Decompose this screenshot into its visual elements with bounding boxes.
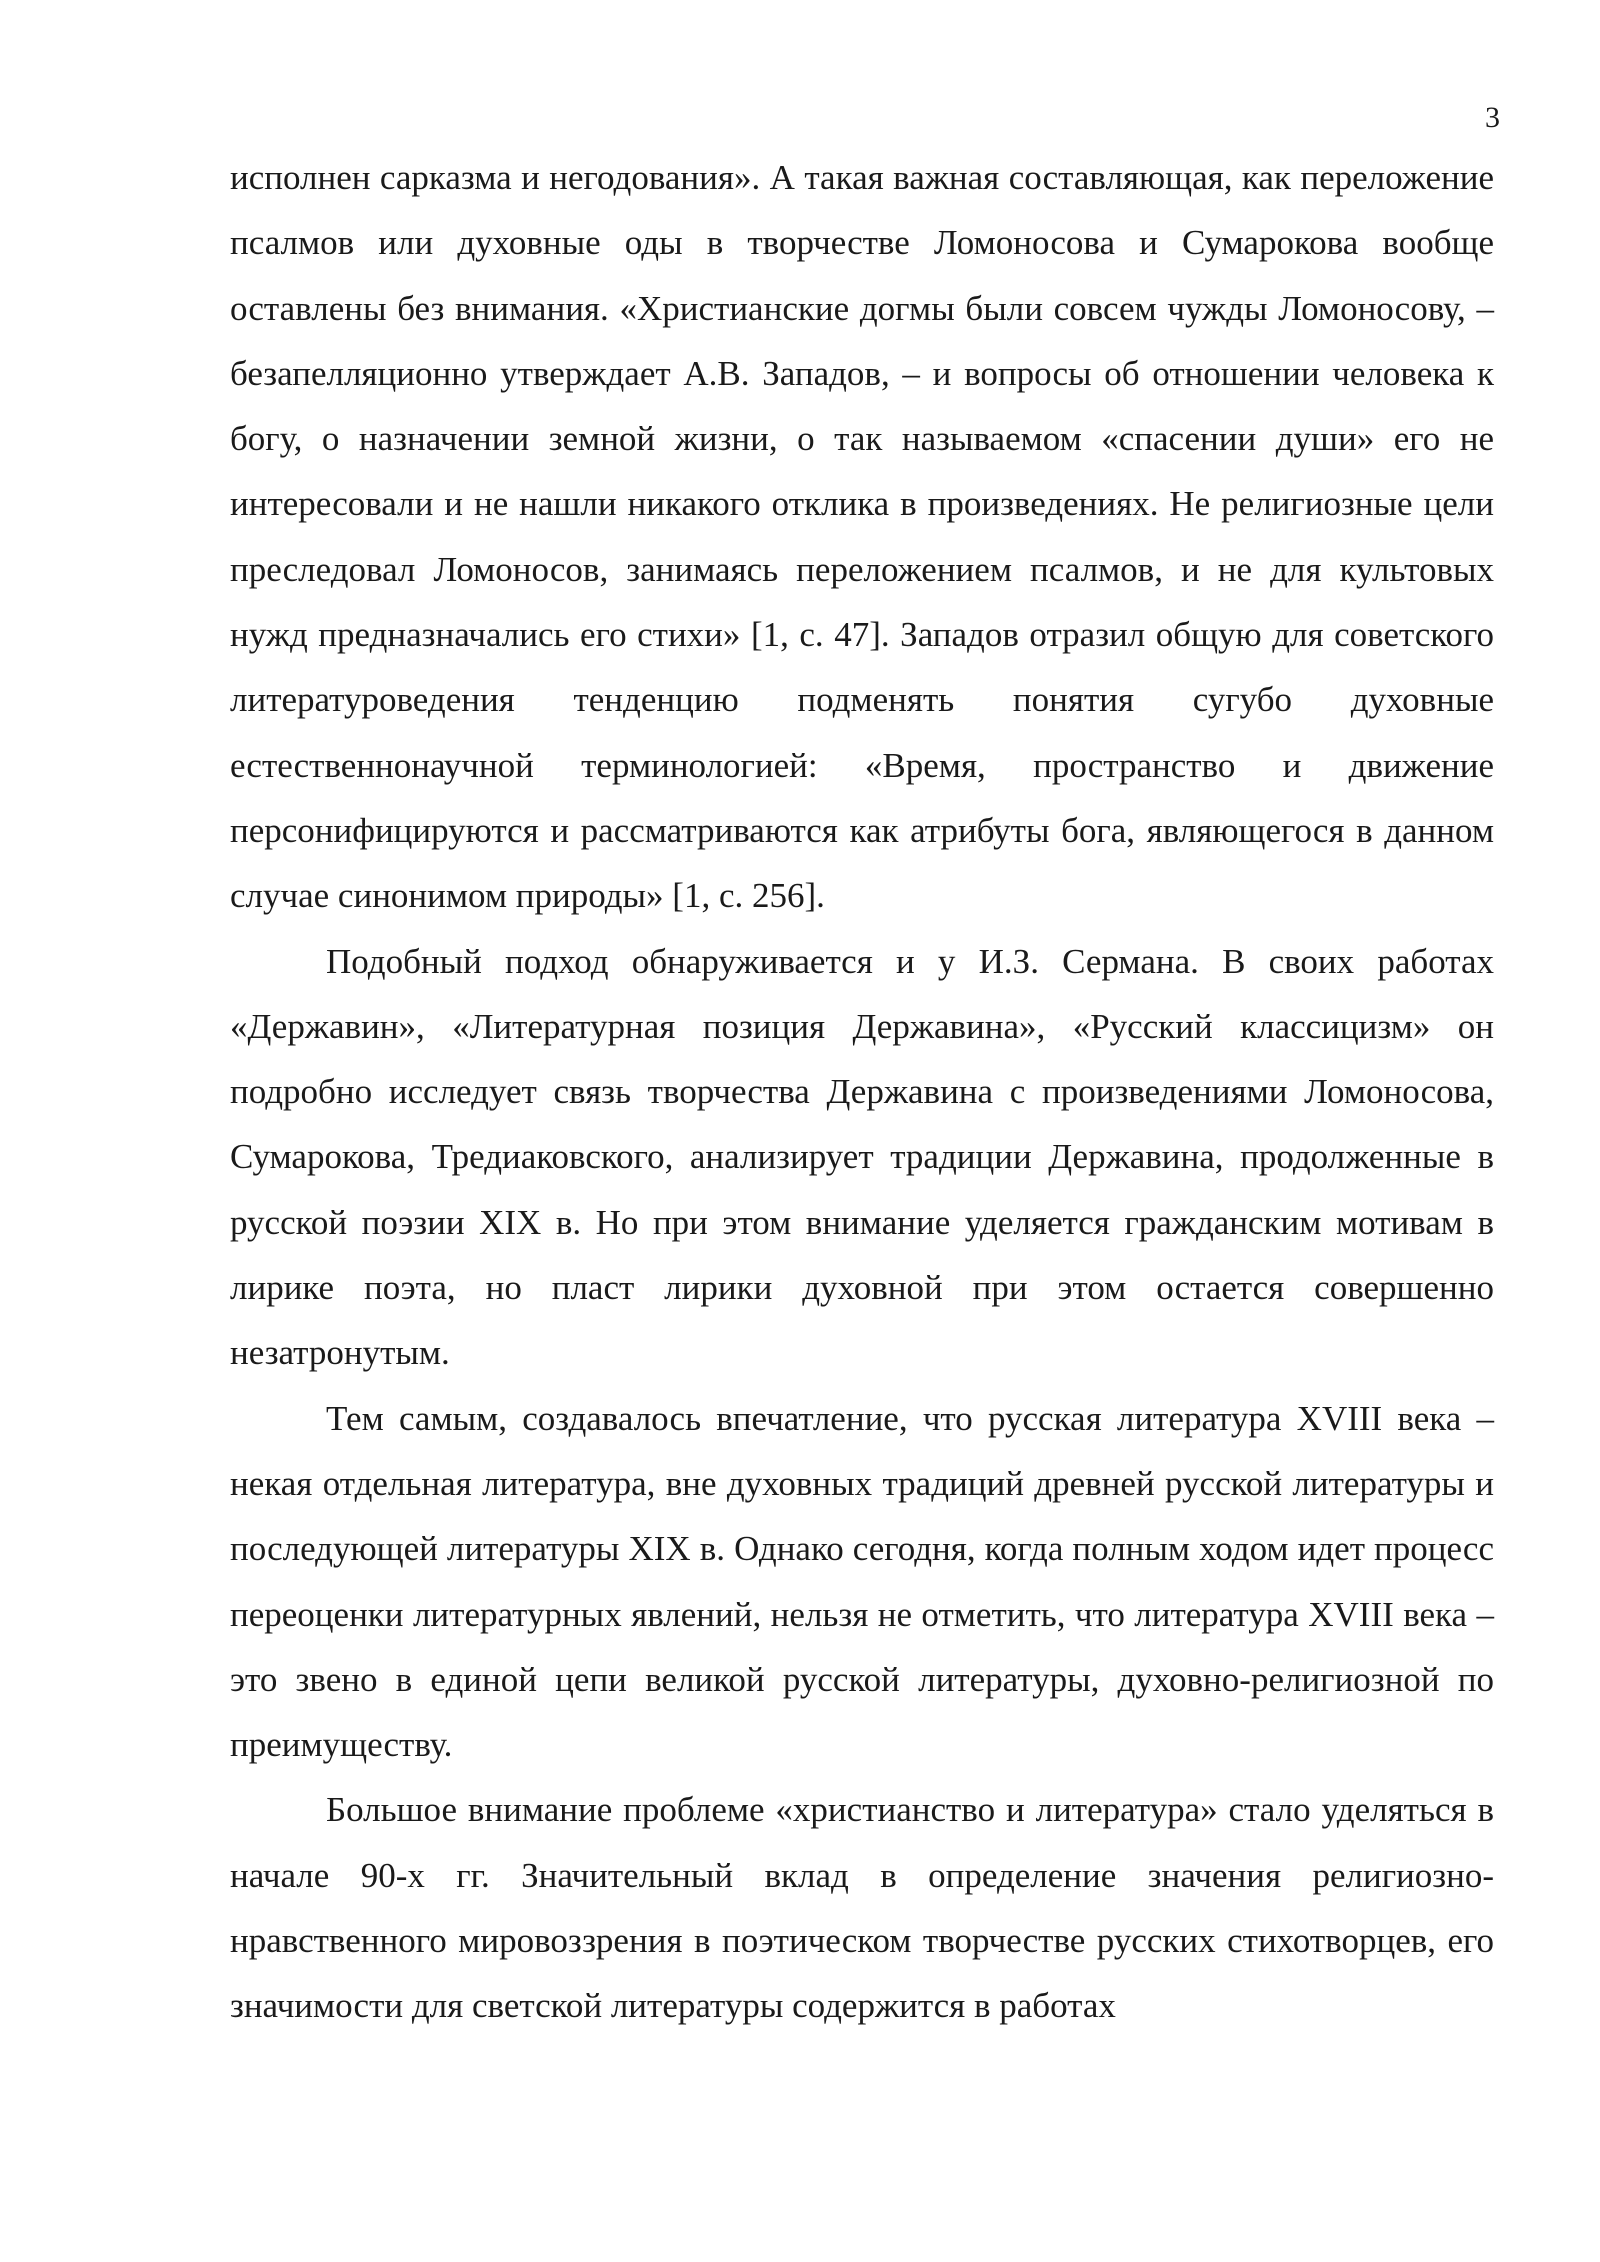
paragraph-2: Подобный подход обнаруживается и у И.З. Сермана. В своих работах «Державин», «Литературная позиция Державина», «Русский классицизм» он подробно исследует связь творчества Державина с произведениями Ломоносова, Сумарокова, Тредиаковского, анализирует традиции Державина, продолженные в русской поэзии XIX в. Но при этом внимание уделяется гражданским мотивам в лирике поэта, но пласт лирики духовной при этом остается совершенно незатронутым. (230, 941, 1494, 1373)
page-number: 3 (1485, 101, 1500, 134)
document-body (230, 145, 1494, 2039)
paragraph-4: Большое внимание проблеме «христианство и литература» стало уделяться в начале 90-х гг. Значительный вклад в определение значения религиозно-нравственного мировоззрения в поэтическом творчестве русских стихотворцев, его значимости для светской литературы содержится в работах (230, 1790, 1494, 2026)
paragraph-1: исполнен сарказма и негодования». А такая важная составляющая, как переложение псалмов или духовные оды в творчестве Ломоносова и Сумарокова вообще оставлены без внимания. «Христианские догмы были совсем чужды Ломоносову, – безапелляционно утверждает А.В. Западов, – и вопросы об отношении человека к богу, о назначении земной жизни, о так называемом «спасении души» его не интересовали и не нашли никакого отклика в произведениях. Не религиозные цели преследовал Ломоносов, занимаясь переложением псалмов, и не для культовых нужд предназначались его стихи» [1, с. 47]. Западов отразил общую для советского литературоведения тенденцию подменять понятия сугубо духовные естественнонаучной терминологией: «Время, пространство и движение персонифицируются и рассматриваются как атрибуты бога, являющегося в данном случае синонимом природы» [1, с. 256]. (230, 158, 1494, 916)
paragraph-3: Тем самым, создавалось впечатление, что русская литература XVIII века – некая отдельная литература, вне духовных традиций древней русской литературы и последующей литературы XIX в. Однако сегодня, когда полным ходом идет процесс переоценки литературных явлений, нельзя не отметить, что литература XVIII века – это звено в единой цепи великой русской литературы, духовно-религиозной по преимуществу. (230, 1398, 1494, 1765)
